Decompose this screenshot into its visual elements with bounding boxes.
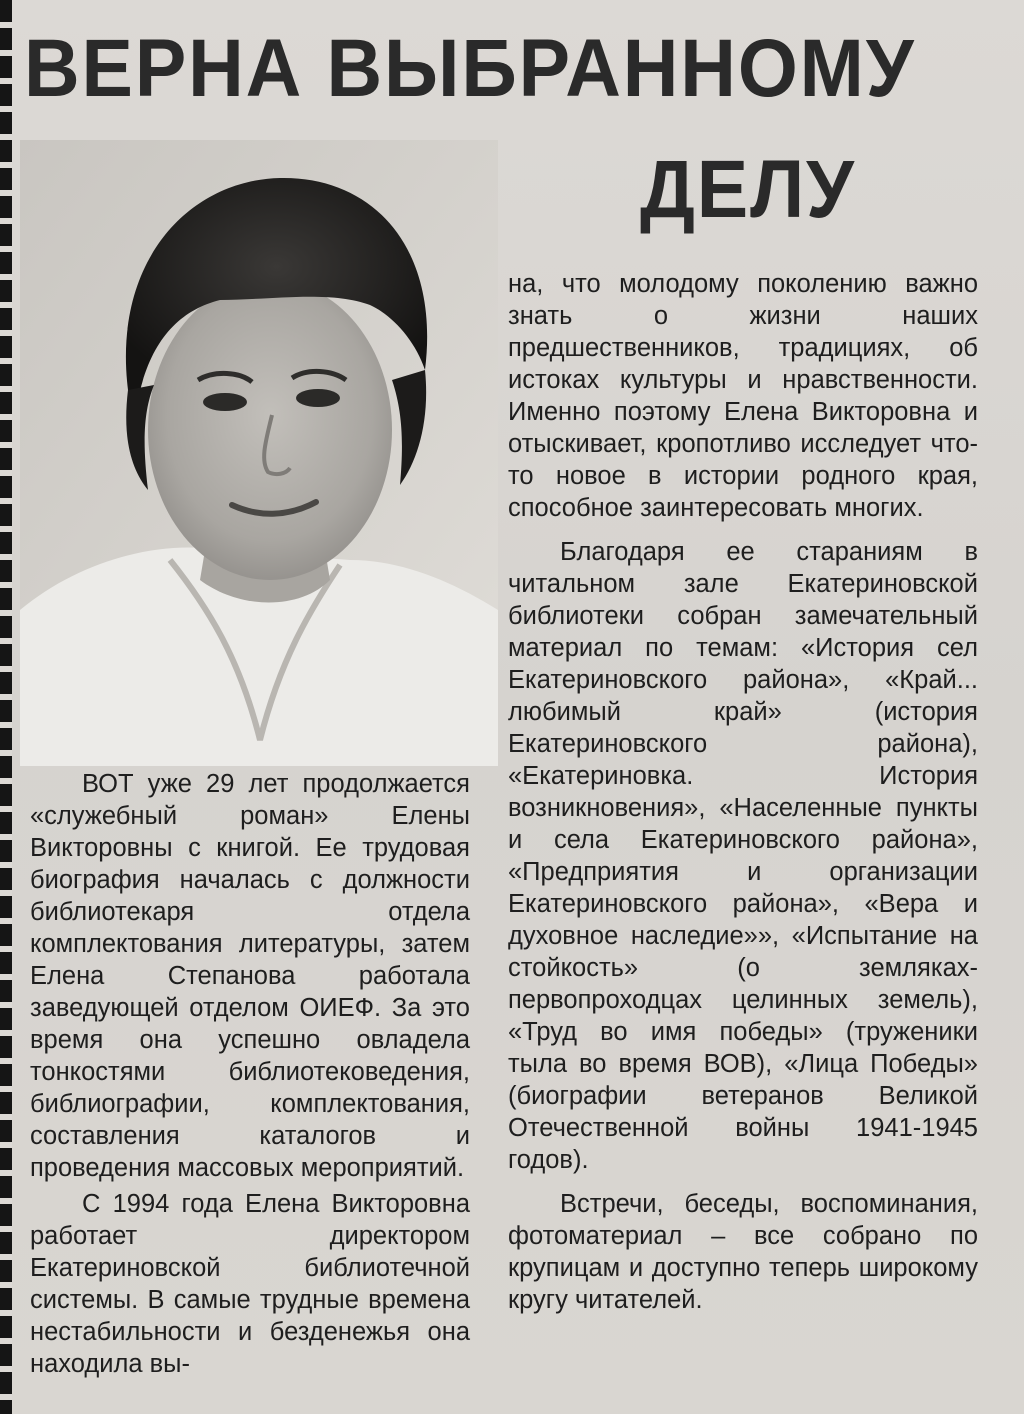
paragraph: ВОТ уже 29 лет продолжается «служебный роман» Елены Викторовны с книгой. Ее трудовая биография началась с должности библиотекаря отдела комплектования литературы, затем Елена Степанова работала заведующей отделом ОИЕФ. За это время она успешно овладела тонкостями библиотековедения, библиографии, комплектования, составления каталогов и проведения массовых мероприятий. — [30, 770, 470, 1182]
headline-line-2: ДЕЛУ — [640, 144, 856, 235]
torn-edge-strip — [0, 0, 12, 1414]
portrait-photo — [20, 140, 498, 766]
paragraph: Встречи, беседы, воспоминания, фотоматериал – все собрано по крупицам и доступно теперь широкому кругу читателей. — [508, 1190, 978, 1314]
paragraph: С 1994 года Елена Викторовна работает директором Екатериновской библиотечной системы. В самые трудные времена нестабильности и безденежья она находила вы- — [30, 1190, 470, 1378]
right-column-text — [508, 268, 978, 1408]
headline-line-1: ВЕРНА ВЫБРАННОМУ — [24, 23, 916, 114]
paragraph: на, что молодому поколению важно знать о жизни наших предшественников, традициях, об истоках культуры и нравственности. Именно поэтому Елена Викторовна и отыскивает, кропотливо исследует что-то новое в истории родного края, способное заинтересовать многих. — [508, 270, 978, 522]
paragraph: Благодаря ее стараниям в читальном зале Екатериновской библиотеки собран замечательный материал по темам: «История сел Екатериновского района», «Край... любимый край» (история Екатериновского района), «Екатериновка. История возникновения», «Населенные пункты и села Екатериновского района», «Предприятия и организации Екатериновского района», «Вера и духовное наследие»», «Испытание на стойкость» (о земляках-первопроходцах целинных земель), «Труд во имя победы» (труженики тыла во время ВОВ), «Лица Победы» (биографии ветеранов Великой Отечественной войны 1941-1945 годов). — [508, 538, 978, 1174]
left-column-text — [30, 768, 470, 1408]
